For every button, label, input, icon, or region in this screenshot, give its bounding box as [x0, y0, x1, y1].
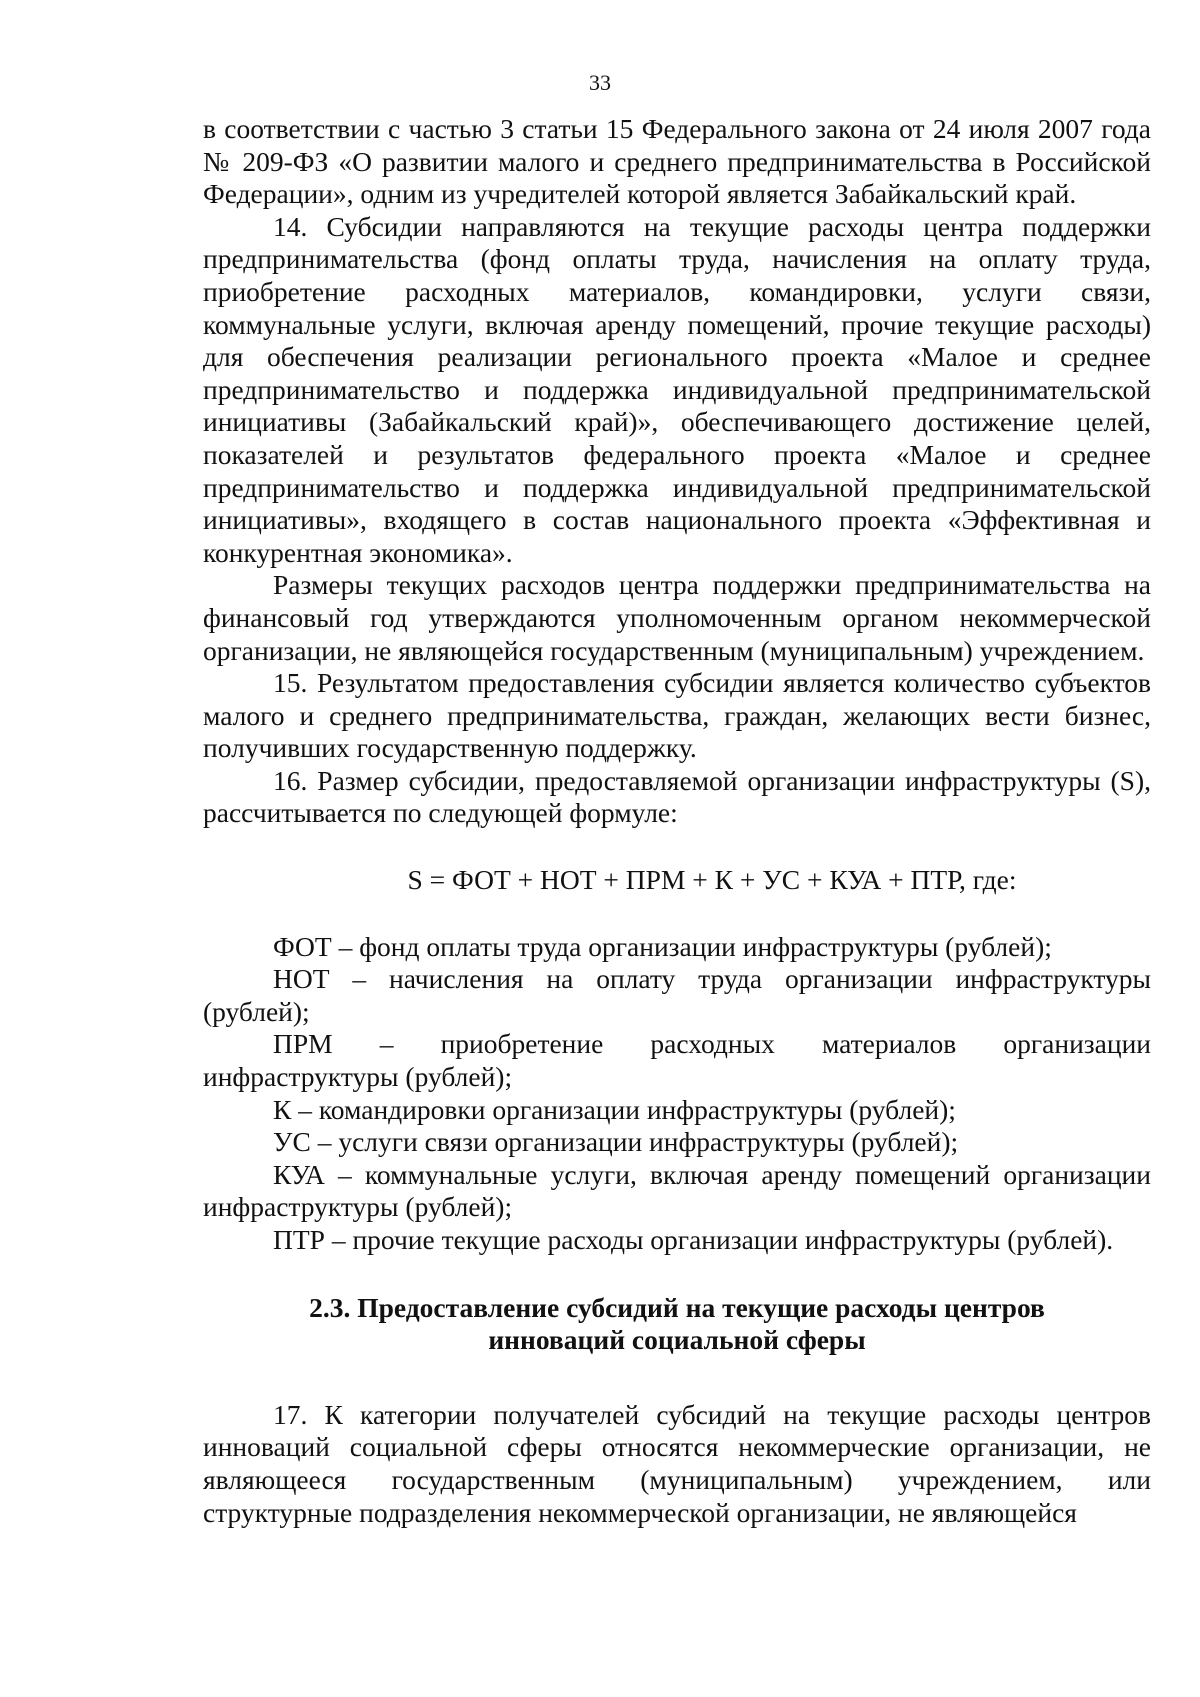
section-title-line-1: 2.3. Предоставление субсидий на текущие расходы центров [309, 1291, 1045, 1323]
definition-k: К – командировки организации инфраструктуры (рублей); [273, 1093, 956, 1125]
paragraph-14: 14. Субсидии направляются на текущие расходы центра поддержки предпринимательства (фонд оплаты труда, начисления на оплату труда, приобретение расходных материалов, командировки, услуги связи, коммунальные услуги, включая аренду помещений, прочие текущие расходы) для обеспечения реализации регионального проекта «Малое и среднее предпринимательство и поддержка индивидуальной предпринимательской инициативы (Забайкальский край)», обеспечивающего достижение целей, показателей и результатов федерального проекта «Малое и среднее предпринимательство и поддержка индивидуальной предпринимательской инициативы», входящего в состав национального проекта «Эффективная и конкурентная экономика». [203, 210, 1151, 568]
paragraph-17: 17. К категории получателей субсидий на текущие расходы центров инноваций социальной сферы относятся некоммерческие организации, не являющееся государственным (муниципальным) учреждением, или структурные подразделения некоммерческой организации, не являющейся [203, 1398, 1151, 1528]
page-number: 33 [589, 70, 611, 95]
definition-fot: ФОТ – фонд оплаты труда организации инфраструктуры (рублей); [273, 930, 1052, 962]
paragraph-16: 16. Размер субсидии, предоставляемой организации инфраструктуры (S), рассчитывается по следующей формуле: [203, 764, 1151, 829]
paragraph-continuation: в соответствии с частью 3 статьи 15 Федерального закона от 24 июля 2007 года № 209-ФЗ «О развитии малого и среднего предпринимательства в Российской Федерации», одним из учредителей которой является Забайкальский край. [203, 113, 1151, 210]
definition-us: УС – услуги связи организации инфраструктуры (рублей); [273, 1126, 959, 1158]
paragraph-expense-sizes: Размеры текущих расходов центра поддержки предпринимательства на финансовый год утверждаются уполномоченным органом некоммерческой организации, не являющейся государственным (муниципальным) учреждением. [203, 569, 1151, 666]
definition-kua: КУА – коммунальные услуги, включая аренду помещений организации инфраструктуры (рублей); [203, 1158, 1151, 1223]
document-body [203, 113, 1151, 1529]
definition-not: НОТ – начисления на оплату труда организации инфраструктуры (рублей); [203, 963, 1151, 1027]
subsidy-formula: S = ФОТ + НОТ + ПРМ + К + УС + КУА + ПТР, где: [407, 864, 1017, 896]
definition-prm: ПРМ – приобретение расходных материалов организации инфраструктуры (рублей); [203, 1028, 1151, 1093]
definition-ptr: ПТР – прочие текущие расходы организации инфраструктуры (рублей). [273, 1224, 1114, 1255]
section-title-line-2: инноваций социальной сферы [488, 1324, 866, 1356]
section-title [203, 1292, 1151, 1357]
paragraph-15: 15. Результатом предоставления субсидии является количество субъектов малого и среднего предпринимательства, граждан, желающих вести бизнес, получивших государственную поддержку. [203, 667, 1151, 764]
